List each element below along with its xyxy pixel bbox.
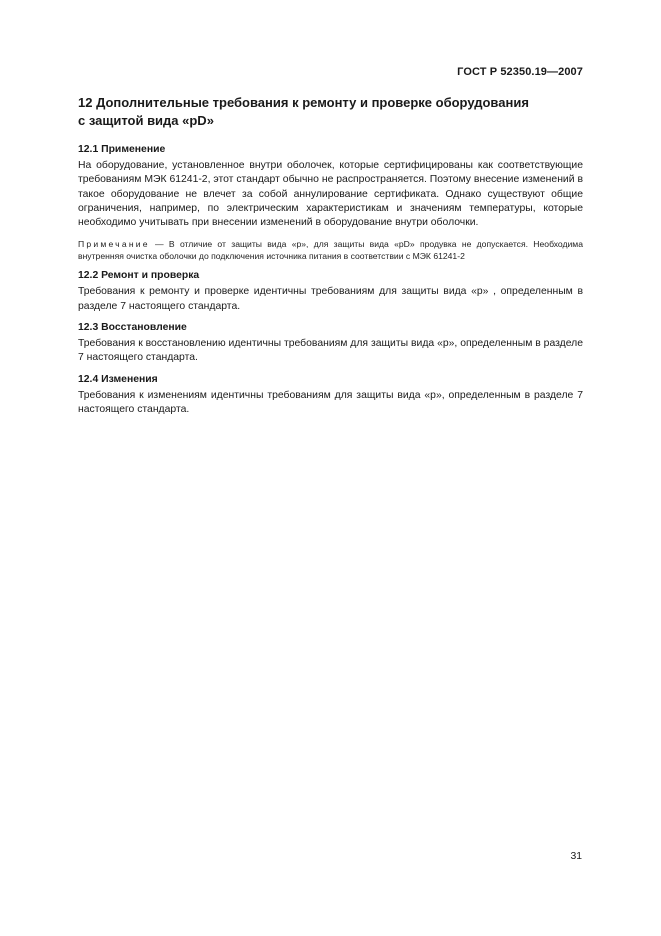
note (78, 238, 583, 262)
subsection-12-1 (78, 143, 583, 262)
subsection-text: Требования к ремонту и проверке идентичны требованиям для защиты вида «р» , определенным в разделе 7 настоящего стандарта. (78, 286, 583, 312)
note-text: — В отличие от защиты вида «р», для защиты вида «pD» продувка не допускается. Необходима внутренняя очистка оболочки до подключения источника питания в соответствии с МЭК 61241-2 (78, 239, 583, 262)
subsection-text: На оборудование, установленное внутри оболочек, которые сертифицированы как соответствующие требованиям МЭК 61241-2, этот стандарт обычно не распространяется. Поэтому внесение изменений в такое оборудование не влечет за собой аннулирование сертификата. Однако существуют общие ограничения, например, по электрическим характеристикам и значениям температуры, которые необходимо учитывать при внесении изменений в оборудование внутри оболочки. (78, 160, 583, 229)
main-content (78, 94, 583, 424)
document-code: ГОСТ Р 52350.19—2007 (457, 66, 583, 78)
subsection-text: Требования к восстановлению идентичны требованиям для защиты вида «р», определенным в разделе 7 настоящего стандарта. (78, 338, 583, 364)
subsection-heading: 12.3 Восстановление (78, 322, 187, 334)
subsection-heading: 12.4 Изменения (78, 373, 158, 385)
note-label: Примечание (78, 239, 150, 250)
subsection-text: Требования к изменениям идентичны требованиям для защиты вида «р», определенным в разделе 7 настоящего стандарта. (78, 389, 583, 415)
subsection-12-2 (78, 269, 583, 314)
section-title (78, 94, 583, 130)
subsection-12-4 (78, 373, 583, 418)
subsection-heading: 12.1 Применение (78, 144, 166, 155)
subsection-12-3 (78, 321, 583, 366)
section-title-line-1: 12 Дополнительные требования к ремонту и проверке оборудования (78, 95, 529, 110)
subsection-heading: 12.2 Ремонт и проверка (78, 270, 200, 282)
page-number: 31 (570, 851, 582, 862)
section-title-line-2: с защитой вида «pD» (78, 113, 214, 128)
